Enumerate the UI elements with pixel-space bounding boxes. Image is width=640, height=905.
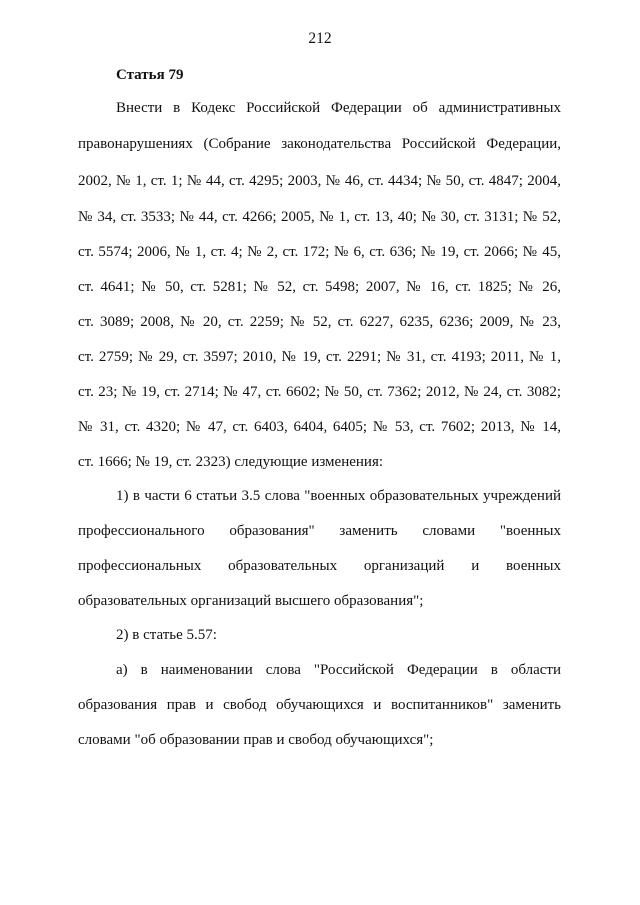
text-line: Внести в Кодекс Российской Федерации об административных: [116, 100, 561, 116]
text-line: ст. 5574; 2006, № 1, ст. 4; № 2, ст. 172; № 6, ст. 636; № 19, ст. 2066; № 45,: [78, 244, 561, 260]
text-line: ст. 4641; № 50, ст. 5281; № 52, ст. 5498; 2007, № 16, ст. 1825; № 26,: [78, 279, 561, 295]
text-line: ст. 2759; № 29, ст. 3597; 2010, № 19, ст. 2291; № 31, ст. 4193; 2011, № 1,: [78, 349, 561, 365]
text-line: образовательных организаций высшего образования";: [78, 593, 424, 609]
text-line: а) в наименовании слова "Российской Федерации в области: [116, 662, 561, 678]
text-line: № 31, ст. 4320; № 47, ст. 6403, 6404, 6405; № 53, ст. 7602; 2013, № 14,: [78, 419, 561, 435]
text-line: словами "об образовании прав и свобод обучающихся";: [78, 732, 434, 748]
page-number: 212: [308, 30, 332, 47]
text-line: ст. 1666; № 19, ст. 2323) следующие изменения:: [78, 454, 384, 470]
article-title: Статья 79: [116, 67, 184, 83]
text-line: 1) в части 6 статьи 3.5 слова "военных образовательных учреждений: [116, 488, 561, 504]
text-line: 2) в статье 5.57:: [116, 627, 217, 643]
text-line: образования прав и свобод обучающихся и воспитанников" заменить: [78, 697, 561, 713]
text-line: ст. 23; № 19, ст. 2714; № 47, ст. 6602; № 50, ст. 7362; 2012, № 24, ст. 3082;: [78, 384, 561, 400]
text-line: профессионального образования" заменить словами "военных: [78, 523, 561, 539]
text-line: ст. 3089; 2008, № 20, ст. 2259; № 52, ст. 6227, 6235, 6236; 2009, № 23,: [78, 314, 561, 330]
text-line: 2002, № 1, ст. 1; № 44, ст. 4295; 2003, № 46, ст. 4434; № 50, ст. 4847; 2004,: [78, 173, 561, 189]
text-line: профессиональных образовательных организаций и военных: [78, 558, 561, 574]
text-line: правонарушениях (Собрание законодательства Российской Федерации,: [78, 136, 561, 152]
text-line: № 34, ст. 3533; № 44, ст. 4266; 2005, № 1, ст. 13, 40; № 30, ст. 3131; № 52,: [78, 209, 561, 225]
